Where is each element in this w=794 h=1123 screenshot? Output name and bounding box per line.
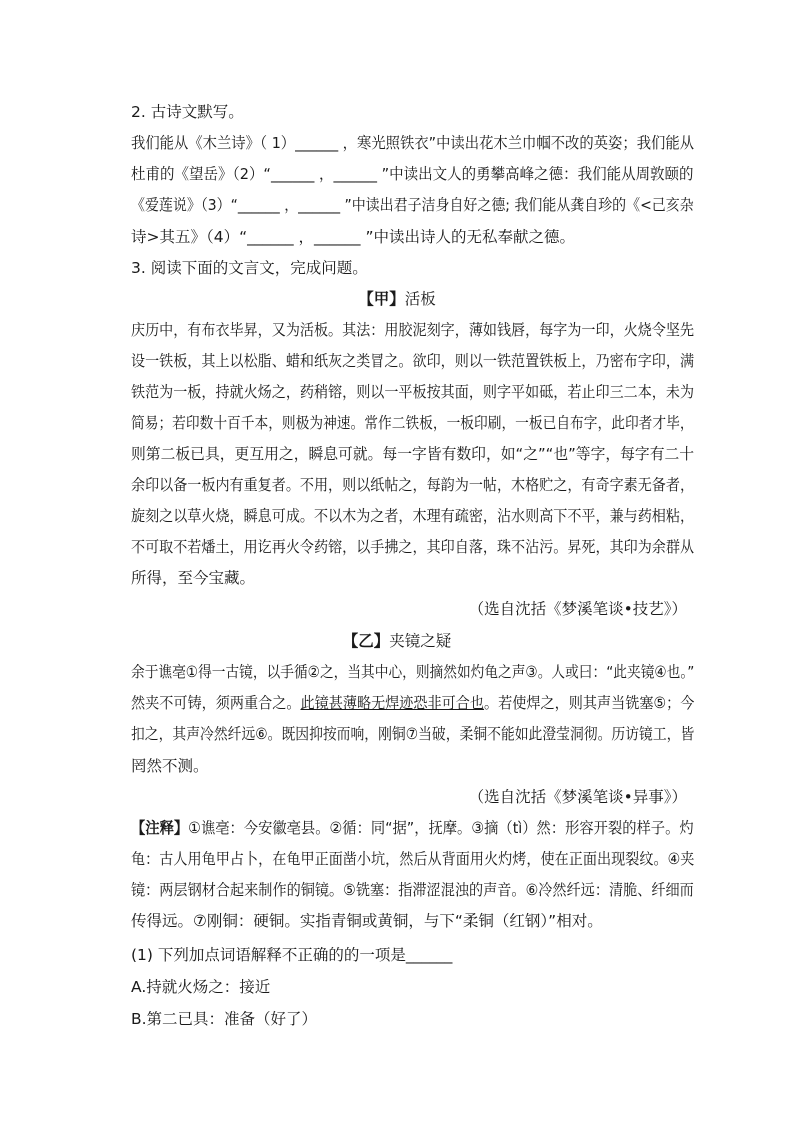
passage-yi-source: （选自沈括《梦溪笔谈•异事》） bbox=[468, 788, 687, 806]
passage-yi-title: 夹镜之疑 bbox=[389, 632, 452, 650]
passage-jia-heading bbox=[0, 289, 794, 309]
passage-jia-line: 庆历中，有布衣毕昇，又为活板。其法：用胶泥刻字，薄如钱唇，每字为一印，火烧令坚先 bbox=[131, 321, 695, 339]
question-3-title: 3. 阅读下面的文言文，完成问题。 bbox=[131, 259, 368, 277]
passage-jia-line: 旋刻之以草火烧，瞬息可成。不以木为之者，木理有疏密，沾水则高下不平，兼与药相粘， bbox=[131, 507, 695, 525]
passage-jia-title: 活板 bbox=[404, 290, 436, 308]
passage-jia-line: 所得，至今宝藏。 bbox=[131, 569, 256, 587]
passage-jia-tag: 【甲】 bbox=[358, 290, 405, 308]
question-2-line: 杜甫的《望岳》（2）“______ ，______ ”中读出文人的勇攀高峰之德：我们能从周敦颐的 bbox=[131, 165, 694, 183]
passage-yi-heading bbox=[0, 631, 794, 651]
passage-jia-line: 简易；若印数十百千本，则极为神速。常作二铁板，一板印刷，一板已自布字，此印者才毕， bbox=[131, 414, 694, 432]
notes-line: 镜：两层钢材合起来制作的铜镜。⑤铣塞：指滞涩混浊的声音。⑥冷然纤远：清脆、纤细而 bbox=[131, 881, 694, 899]
question-2-line: 《爱莲说》（3）“______ ，______ ”中读出君子洁身自好之德; 我们能从龚自珍的《<己亥杂 bbox=[131, 196, 694, 214]
passage-yi-line bbox=[131, 693, 694, 713]
passage-jia-line: 则第二板已具，更互用之，瞬息可就。每一字皆有数印，如“之”“也”等字，每字有二十 bbox=[131, 445, 695, 463]
passage-yi-line: 扣之，其声冷然纤远⑥。既因抑按而响，刚铜⑦当破，柔铜不能如此澄莹洞彻。历访镜工，皆 bbox=[131, 725, 695, 743]
passage-jia-source: （选自沈括《梦溪笔谈•技艺》） bbox=[468, 600, 687, 618]
question-2-title: 2. 古诗文默写。 bbox=[131, 103, 244, 121]
notes-line: 传得远。⑦刚铜：硬铜。实指青铜或黄铜，与下“柔铜（红钢）”相对。 bbox=[131, 912, 603, 930]
question-2-line: 我们能从《木兰诗》（ 1）______ ，寒光照铁衣”中读出花木兰巾帼不改的英姿；我们能从 bbox=[131, 134, 695, 152]
passage-jia-line: 铁范为一板，持就火炀之，药稍镕，则以一平板按其面，则字平如砥，若止印三二本，未为 bbox=[131, 383, 695, 401]
notes-text: ①谯亳：今安徽亳县。②循：同“据”，抚摩。③摘（tì）然：形容开裂的样子。灼 bbox=[188, 819, 694, 837]
passage-jia-line: 余印以备一板内有重复者。不用，则以纸帖之，每韵为一帖，木格贮之，有奇字素无备者， bbox=[131, 476, 695, 494]
passage-jia-line: 设一铁板，其上以松脂、蜡和纸灰之类冒之。欲印，则以一铁范置铁板上，乃密布字印，满 bbox=[131, 352, 695, 370]
passage-yi-text: 。若使焊之，则其声当铣塞⑤；今 bbox=[484, 694, 695, 712]
passage-yi-line: 罔然不测。 bbox=[131, 757, 209, 775]
subquestion-1-prompt: (1) 下列加点词语解释不正确的的一项是______ bbox=[131, 946, 453, 964]
passage-yi-line: 余于谯亳①得一古镜，以手循②之，当其中心，则摘然如灼龟之声③。人或曰：“此夹镜④也。” bbox=[131, 663, 695, 681]
passage-yi-underlined-sentence: 此镜甚薄略无焊迹恐非可合也 bbox=[300, 694, 485, 712]
notes-line bbox=[131, 818, 694, 838]
passage-yi-text: 然夹不可铸，须两重合之。 bbox=[131, 694, 301, 712]
passage-yi-tag: 【乙】 bbox=[342, 632, 390, 650]
passage-jia-line: 不可取不若燔土，用讫再火令药镕，以手拂之，其印自落，珠不沾污。昇死，其印为余群从 bbox=[131, 538, 695, 556]
notes-tag: 【注释】 bbox=[131, 819, 189, 837]
notes-line: 龟：古人用龟甲占卜，在龟甲正面凿小坑，然后从背面用火灼烤，使在正面出现裂纹。④夹 bbox=[131, 850, 695, 868]
option-b: B.第二已具：准备（好了） bbox=[131, 1010, 318, 1028]
option-a: A.持就火炀之：接近 bbox=[131, 978, 271, 996]
question-2-line: 诗>其五》（4）“______ ，______ ”中读出诗人的无私奉献之德。 bbox=[131, 228, 576, 246]
